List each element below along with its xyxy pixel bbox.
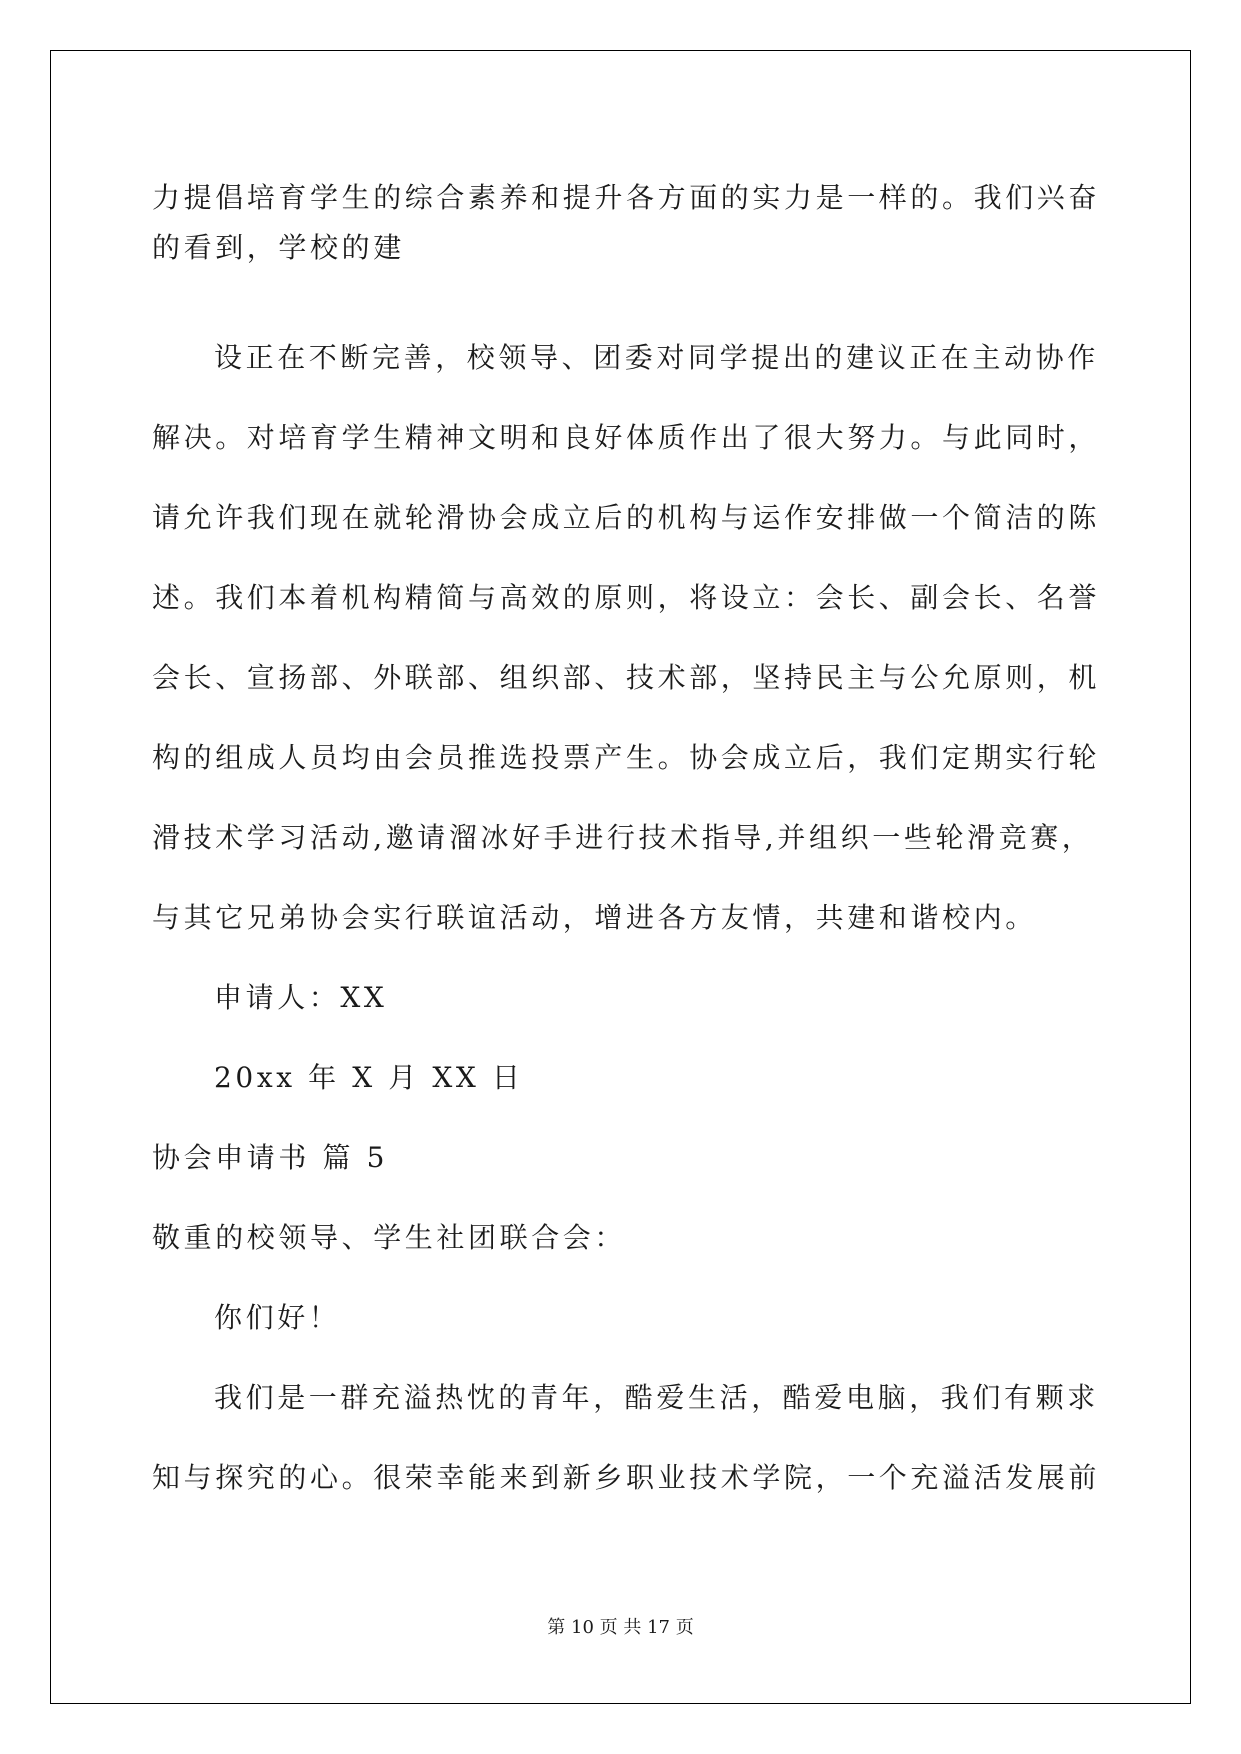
text-line: 构的组成人员均由会员推选投票产生。协会成立后，我们定期实行轮	[152, 741, 1101, 774]
text-line: 的看到，学校的建	[152, 231, 405, 264]
applicant-line: 申请人：XX	[214, 981, 388, 1014]
text-line: 述。我们本着机构精简与高效的原则，将设立：会长、副会长、名誉	[152, 581, 1101, 614]
salutation: 敬重的校领导、学生社团联合会：	[152, 1221, 627, 1254]
text-line: 我们是一群充溢热忱的青年，酷爱生活，酷爱电脑，我们有颗求	[214, 1381, 1099, 1414]
text-line: 滑技术学习活动,邀请溜冰好手进行技术指导,并组织一些轮滑竞赛，	[152, 821, 1094, 854]
date-line: 20xx 年 X 月 XX 日	[214, 1061, 524, 1094]
page-border	[50, 50, 1191, 1704]
text-line: 与其它兄弟协会实行联谊活动，增进各方友情，共建和谐校内。	[152, 901, 1037, 934]
section-title: 协会申请书 篇 5	[152, 1141, 389, 1174]
text-line: 力提倡培育学生的综合素养和提升各方面的实力是一样的。我们兴奋	[152, 181, 1101, 214]
text-line: 解决。对培育学生精神文明和良好体质作出了很大努力。与此同时，	[152, 421, 1101, 454]
text-line: 请允许我们现在就轮滑协会成立后的机构与运作安排做一个简洁的陈	[152, 501, 1101, 534]
text-line: 知与探究的心。很荣幸能来到新乡职业技术学院，一个充溢活发展前	[152, 1461, 1101, 1494]
page-footer: 第 10 页 共 17 页	[547, 1617, 694, 1638]
text-line: 会长、宣扬部、外联部、组织部、技术部，坚持民主与公允原则，机	[152, 661, 1101, 694]
greeting: 你们好！	[214, 1301, 341, 1334]
text-line: 设正在不断完善，校领导、团委对同学提出的建议正在主动协作	[214, 341, 1099, 374]
